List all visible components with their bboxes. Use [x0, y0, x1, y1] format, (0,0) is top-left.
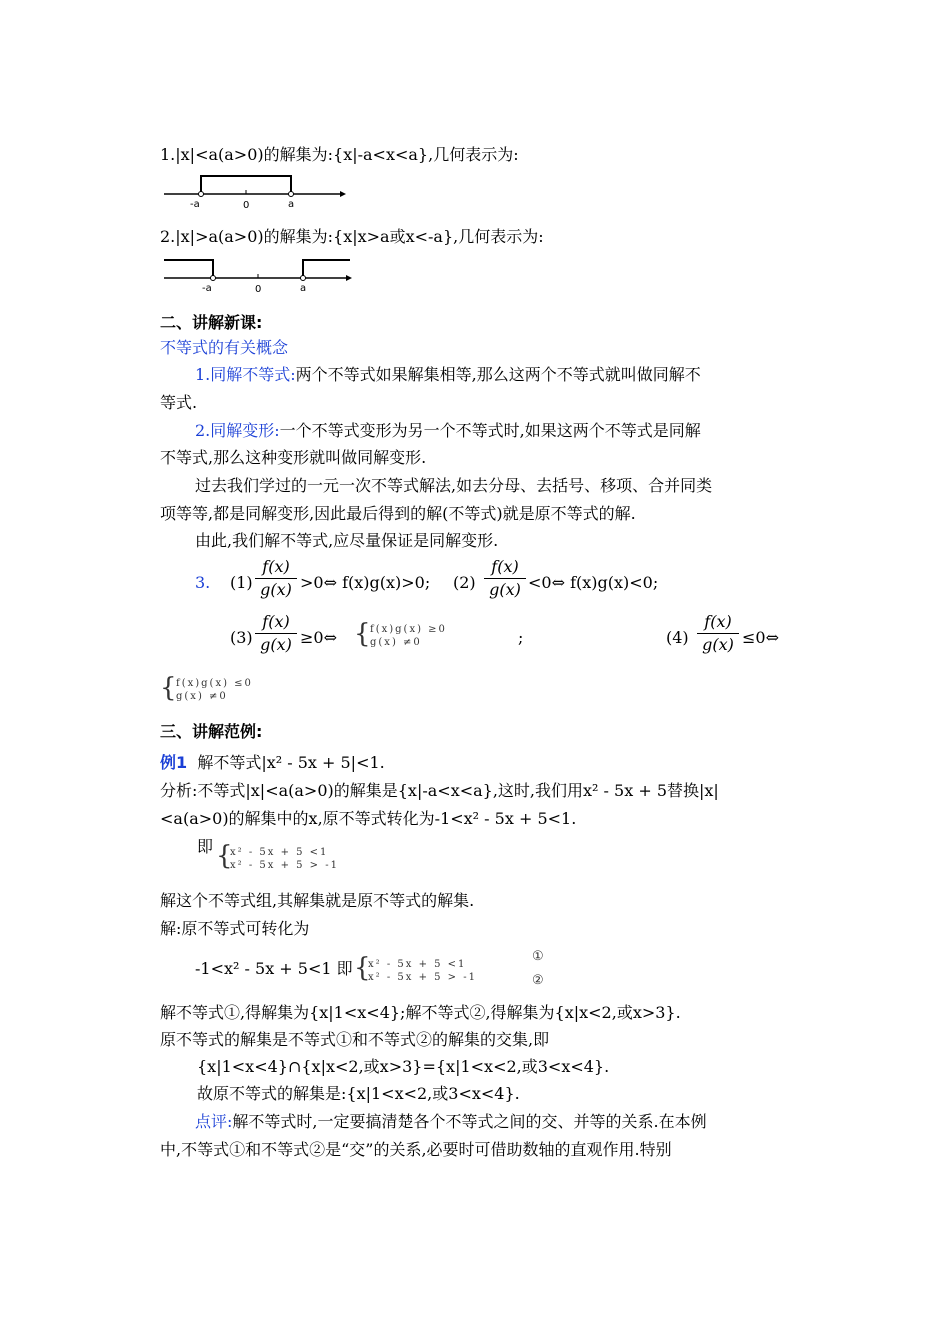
- formula-4-rhs: ≤0⇔: [742, 628, 779, 647]
- definition-1-label: 1.同解不等式:: [195, 365, 296, 384]
- section-heading-3: 三、讲解范例:: [160, 722, 263, 741]
- definition-1: [195, 364, 701, 386]
- system-4: f(x)g(x) ≤0 g(x) ≠0: [176, 678, 253, 702]
- fraction-f-over-g: f(x) g(x): [484, 557, 526, 600]
- review-label: 点评:: [195, 1112, 233, 1131]
- formula-2-rhs: <0⇔ f(x)g(x)<0;: [528, 573, 659, 592]
- solution-inequality: -1<x² - 5x + 5<1 即: [195, 959, 353, 978]
- formula-3-label: (3): [230, 628, 253, 647]
- number-line-diagram-2: [160, 252, 360, 292]
- paragraph-3-cont: 项等等,都是同解变形,因此最后得到的解(不等式)就是原不等式的解.: [160, 504, 636, 523]
- review-text: 解不等式时,一定要搞清楚各个不等式之间的交、并等的关系.在本例: [232, 1112, 707, 1131]
- example-1-label: 例1: [160, 753, 188, 772]
- analysis-line-1: 分析:不等式|x|<a(a>0)的解集是{x|-a<x<a},这时,我们用x² - 5x + 5替换|x|: [160, 781, 719, 800]
- result-line-3: {x|1<x<4}∩{x|x<2,或x>3}={x|1<x<2,或3<x<4}.: [197, 1057, 610, 1076]
- result-line-2: 原不等式的解集是不等式①和不等式②的解集的交集,即: [160, 1030, 550, 1049]
- analysis-line-3: 解这个不等式组,其解集就是原不等式的解集.: [160, 891, 475, 910]
- formula-4-label: (4): [666, 628, 689, 647]
- number-line-diagram-1: [160, 168, 360, 208]
- formula-2-label: (2): [453, 573, 476, 592]
- definition-1-text: 两个不等式如果解集相等,那么这两个不等式就叫做同解不: [295, 365, 701, 384]
- section-heading-2: 二、讲解新课:: [160, 313, 263, 332]
- fraction-f-over-g: f(x) g(x): [255, 612, 297, 655]
- definition-2-cont: 不等式,那么这种变形就叫做同解变形.: [160, 448, 427, 467]
- brace-icon: {: [216, 841, 233, 871]
- concept-heading: 不等式的有关概念: [160, 338, 289, 357]
- paragraph-4: 由此,我们解不等式,应尽量保证是同解变形.: [195, 531, 499, 550]
- absolute-value-greater-than-text: 2.|x|>a(a>0)的解集为:{x|x>a或x<-a},几何表示为:: [160, 227, 544, 246]
- formula-3-rhs: ≥0⇔: [300, 628, 337, 647]
- fraction-f-over-g: f(x) g(x): [255, 557, 297, 600]
- circle-one-icon: ①: [532, 949, 544, 964]
- tick-zero: 0: [255, 284, 262, 292]
- definition-1-cont: 等式.: [160, 393, 198, 412]
- example-1: [160, 752, 385, 774]
- tick-a: a: [288, 199, 295, 208]
- tick-neg-a: -a: [202, 283, 212, 292]
- definition-2-label: 2.同解变形:: [195, 421, 280, 440]
- review-line-2: 中,不等式①和不等式②是“交”的关系,必要时可借助数轴的直观作用.特别: [160, 1140, 672, 1159]
- tick-neg-a: -a: [190, 199, 200, 208]
- formula-1-label: (1): [230, 573, 253, 592]
- tick-zero: 0: [243, 200, 250, 208]
- solution-intro: 解:原不等式可转化为: [160, 919, 310, 938]
- system-solution: x² - 5x + 5 <1 x² - 5x + 5 > -1: [368, 959, 477, 983]
- tick-a: a: [300, 283, 307, 292]
- system-example: x² - 5x + 5 <1 x² - 5x + 5 > -1: [230, 847, 339, 871]
- brace-icon: {: [354, 619, 371, 649]
- circle-two-icon: ②: [532, 973, 544, 988]
- formula-3-end: ;: [518, 628, 524, 647]
- result-line-1: 解不等式①,得解集为{x|1<x<4};解不等式②,得解集为{x|x<2,或x>3}.: [160, 1003, 681, 1022]
- example-1-text: 解不等式|x² - 5x + 5|<1.: [197, 753, 385, 772]
- definition-2: [195, 420, 701, 442]
- paragraph-3: 过去我们学过的一元一次不等式解法,如去分母、去括号、移项、合并同类: [195, 476, 713, 495]
- analysis-line-2: <a(a>0)的解集中的x,原不等式转化为-1<x² - 5x + 5<1.: [160, 809, 577, 828]
- item-3-number: 3.: [195, 573, 211, 592]
- ji-label: 即: [197, 837, 214, 856]
- absolute-value-less-than-text: 1.|x|<a(a>0)的解集为:{x|-a<x<a},几何表示为:: [160, 145, 519, 164]
- brace-icon: {: [354, 953, 371, 983]
- review-line-1: [195, 1111, 707, 1133]
- fraction-f-over-g: f(x) g(x): [697, 612, 739, 655]
- definition-2-text: 一个不等式变形为另一个不等式时,如果这两个不等式是同解: [279, 421, 701, 440]
- system-3: f(x)g(x) ≥0 g(x) ≠0: [370, 624, 447, 648]
- result-line-4: 故原不等式的解集是:{x|1<x<2,或3<x<4}.: [197, 1084, 520, 1103]
- brace-icon: {: [160, 673, 177, 703]
- formula-1-rhs: >0⇔ f(x)g(x)>0;: [300, 573, 431, 592]
